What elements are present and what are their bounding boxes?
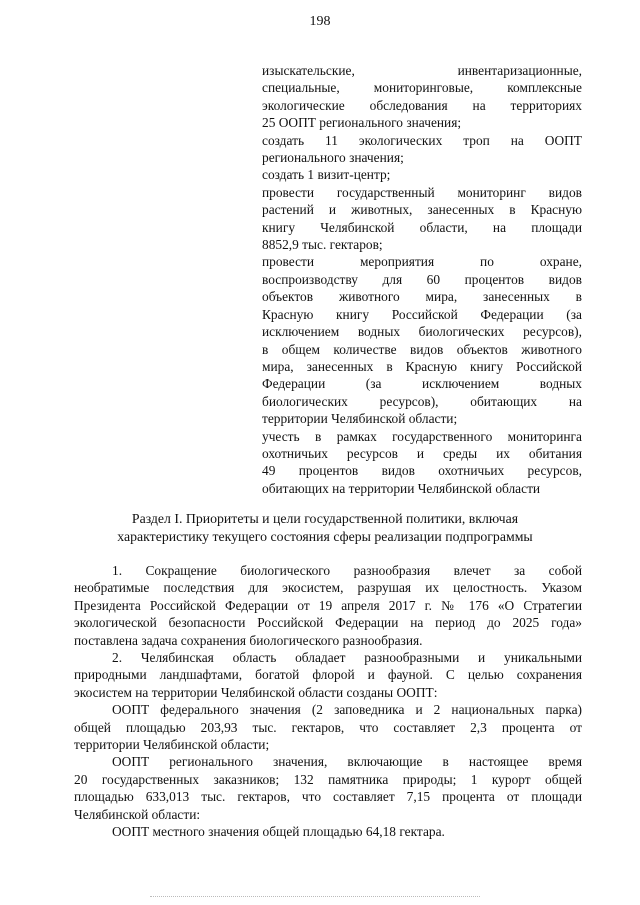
body-text-line: площадью 633,013 тыс. гектаров, что составляет 7,15 процента от площади xyxy=(74,789,582,805)
body-text xyxy=(74,562,582,841)
goal-text-line: 8852,9 тыс. гектаров; xyxy=(262,237,383,253)
body-text-line: территории Челябинской области; xyxy=(74,737,270,753)
goal-text-line: территории Челябинской области; xyxy=(262,411,458,427)
body-text-line: природными ландшафтами, богатой флорой и фауной. С целью сохранения xyxy=(74,667,582,683)
goal-text-line: Красную книгу Российской Федерации (за xyxy=(262,306,582,322)
body-text-line: ООПТ регионального значения, включающие в настоящее время xyxy=(112,754,582,770)
section-title-line-1: Раздел I. Приоритеты и цели государственной политики, включая xyxy=(131,511,519,526)
goal-text-line: регионального значения; xyxy=(262,150,404,166)
goal-text-line: воспроизводству для 60 процентов видов xyxy=(262,271,582,287)
goal-text-line: создать 11 экологических троп на ООПТ xyxy=(262,132,582,148)
goal-text-line: создать 1 визит-центр; xyxy=(262,167,391,183)
body-text-line: ООПТ местного значения общей площадью 64,18 гектара. xyxy=(112,824,445,840)
goal-text-line: экологические обследования на территориях xyxy=(262,97,582,113)
body-text-line: Челябинской области: xyxy=(74,806,201,822)
goal-text-line: 49 процентов видов охотничьих ресурсов, xyxy=(262,463,582,479)
goal-text-line: исключением водных биологических ресурсов), xyxy=(262,324,582,340)
goal-text-line: изыскательские, инвентаризационные, xyxy=(262,63,582,78)
goal-text-line: провести государственный мониторинг видов xyxy=(262,184,582,200)
goal-text-line: объектов животного мира, занесенных в xyxy=(262,289,582,305)
goals-list-block xyxy=(262,62,582,497)
body-text-line: экологической безопасности Российской Федерации на период до 2025 года» xyxy=(74,615,582,631)
body-text-line: 2. Челябинская область обладает разнообразными и уникальными xyxy=(112,650,582,666)
goal-text-line: специальные, мониторинговые, комплексные xyxy=(262,80,582,96)
goal-text-line: провести мероприятия по охране, xyxy=(262,254,582,270)
body-text-line: поставлена задача сохранения биологического разнообразия. xyxy=(74,632,423,648)
goal-text-line: охотничьих ресурсов и среды их обитания xyxy=(262,445,582,461)
goal-text-line: биологических ресурсов), обитающих на xyxy=(262,393,582,409)
footer-divider xyxy=(150,896,480,898)
goal-text-line: в общем количестве видов объектов животного xyxy=(262,341,582,357)
page-number: 198 xyxy=(309,14,331,29)
goal-text-line: книгу Челябинской области, на площади xyxy=(262,219,582,235)
section-title-line-2: характеристику текущего состояния сферы реализации подпрограммы xyxy=(117,529,533,544)
body-text-line: 20 государственных заказников; 132 памятника природы; 1 курорт общей xyxy=(74,771,582,787)
goal-text-line: Федерации (за исключением водных xyxy=(262,376,582,392)
goal-text-line: учесть в рамках государственного мониторинга xyxy=(262,428,582,444)
goal-text-line: обитающих на территории Челябинской области xyxy=(262,480,541,496)
body-text-line: 1. Сокращение биологического разнообразия влечет за собой xyxy=(112,563,582,578)
goal-text-line: мира, занесенных в Красную книгу Российской xyxy=(262,358,582,374)
section-title xyxy=(60,510,590,546)
body-text-line: экосистем на территории Челябинской области созданы ООПТ: xyxy=(74,684,438,700)
goal-text-line: растений и животных, занесенных в Красную xyxy=(262,202,582,218)
body-text-line: необратимые последствия для экосистем, разрушая их целостность. Указом xyxy=(74,580,582,596)
body-text-line: ООПТ федерального значения (2 заповедника и 2 национальных парка) xyxy=(112,702,582,718)
body-text-line: Президента Российской Федерации от 19 апреля 2017 г. № 176 «О Стратегии xyxy=(74,597,582,613)
goal-text-line: 25 ООПТ регионального значения; xyxy=(262,115,462,131)
body-text-line: общей площадью 203,93 тыс. гектаров, что составляет 2,3 процента от xyxy=(74,719,582,735)
